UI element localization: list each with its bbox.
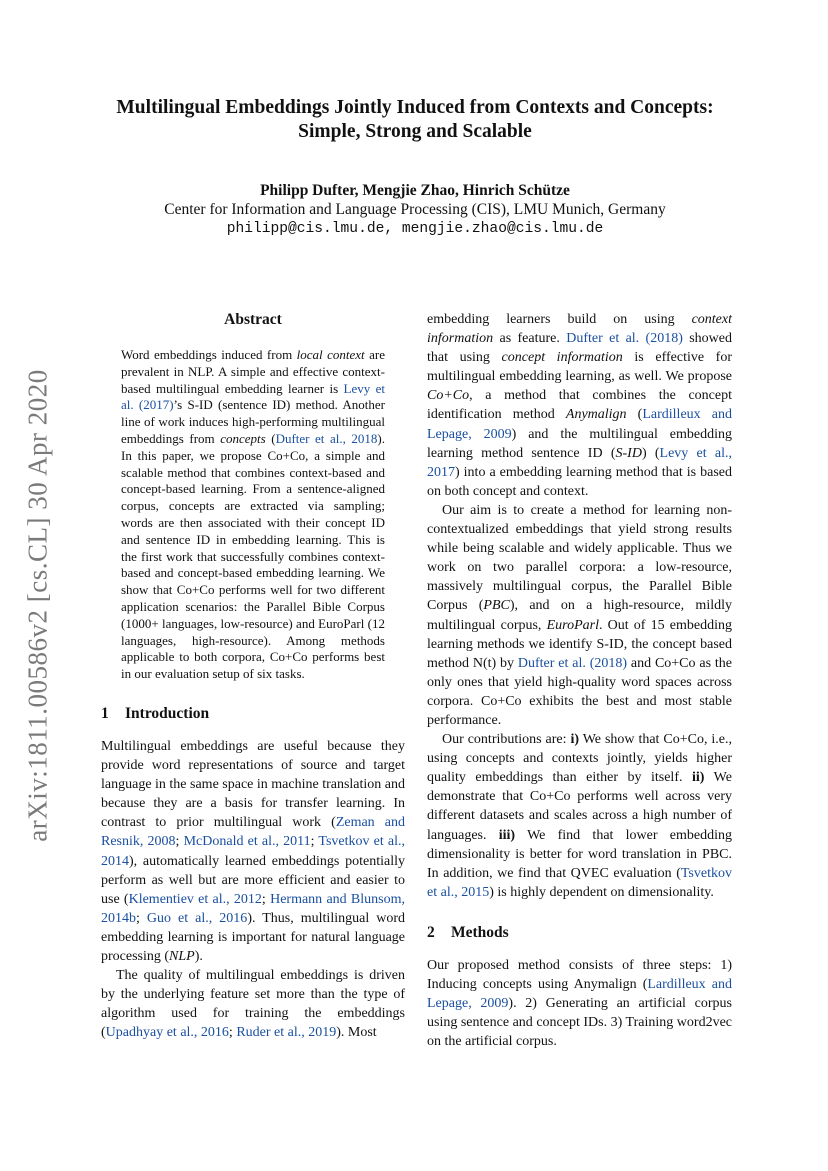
text-run: ), automatically learned embeddings potentially perform as well but are more efficient and easier to use (	[101, 853, 405, 907]
citation-link[interactable]: Zeman and Resnik, 2008	[101, 815, 405, 850]
author-list: Philipp Dufter, Mengjie Zhao, Hinrich Schütze	[260, 182, 570, 199]
text-run: ) into a embedding learning method that is based on both concept and context.	[427, 464, 732, 499]
citation-link[interactable]: Ruder et al., 2019	[236, 1025, 337, 1041]
author-emails: philipp@cis.lmu.de, mengjie.zhao@cis.lmu.de	[226, 221, 604, 237]
citation-link[interactable]: Levy et al. (2017)	[121, 380, 385, 413]
paper-title: Multilingual Embeddings Jointly Induced from Contexts and Concepts: Simple, Strong and Scalable	[116, 97, 714, 142]
text-run: The quality of multilingual embeddings is driven by the underlying feature set more than the type of algorithm used for training the embeddings (	[101, 968, 405, 1041]
citation-link[interactable]: Hermann and Blunsom, 2014b	[101, 891, 405, 926]
section-number: 1	[101, 704, 109, 722]
text-run: ;	[136, 910, 147, 926]
right-column	[427, 310, 732, 1051]
citation-link[interactable]: Upadhyay et al., 2016	[105, 1025, 229, 1041]
citation-link[interactable]: Dufter et al., 2018	[275, 430, 378, 446]
text-run: Our aim is to create a method for learning non-contextualized embeddings that yield strong results while being scalable and widely applicable. Thus we work on two parallel corpora: a low-resource, massively multilingual corpus, the Parallel Bible Corpus (	[427, 502, 732, 614]
abstract-heading: Abstract	[224, 311, 282, 328]
citation-link[interactable]: Levy et al., 2017	[427, 445, 732, 480]
citation-link[interactable]: Tsvetkov et al., 2014	[101, 834, 405, 869]
text-run: ) and the multilingual embedding learning method sentence ID (	[427, 426, 732, 461]
citation-link[interactable]: Tsvetkov et al., 2015	[427, 865, 732, 900]
left-column	[101, 310, 405, 1042]
section-heading-methods	[427, 923, 732, 943]
text-run: showed that using	[427, 331, 732, 366]
contributions-paragraph	[427, 730, 732, 902]
text-run: . Out of 15 embedding learning methods we identify S-ID, the concept based method N(t) by	[427, 617, 732, 671]
text-emph: PBC	[483, 598, 510, 614]
text-emph: context information	[427, 312, 732, 347]
text-run: Our proposed method consists of three steps: 1) Inducing concepts using Anymalign (	[427, 957, 732, 992]
citation-link[interactable]: Lardilleux and Lepage, 2009	[427, 977, 732, 1012]
text-run: ) (	[641, 445, 660, 461]
text-run: ).	[194, 948, 203, 964]
text-emph: EuroParl	[546, 617, 599, 633]
abstract-emph: local context	[296, 347, 365, 362]
affiliation: Center for Information and Language Processing (CIS), LMU Munich, Germany	[164, 201, 666, 218]
text-run: ), and on a high-resource, mildly multilingual corpus,	[427, 598, 732, 633]
text-emph: NLP	[169, 948, 195, 964]
section-heading-introduction	[101, 704, 405, 724]
citation-link[interactable]: McDonald et al., 2011	[183, 834, 311, 850]
text-run: is effective for multilingual embedding learning, as well. We propose	[427, 350, 732, 385]
intro-paragraph-2	[101, 966, 405, 1042]
text-run: ;	[310, 834, 319, 850]
methods-paragraph-1	[427, 956, 732, 1051]
text-run: ;	[261, 891, 271, 907]
contribution-marker: ii)	[691, 770, 705, 786]
citation-link[interactable]: Guo et al., 2016	[146, 910, 248, 926]
section-title: Methods	[451, 923, 509, 941]
abstract-text	[121, 347, 385, 683]
text-run: ). Most	[336, 1025, 377, 1041]
intro-paragraph-3	[427, 310, 732, 501]
text-run: Our contributions are:	[442, 732, 571, 748]
abstract-text-run: (	[265, 430, 276, 446]
abstract-text-run: ). In this paper, we propose Co+Co, a simple and scalable method that combines context-based and concept-based learning. From a sentence-aligned corpus, concepts are extracted via sampling; words are then associated with their concept ID and sentence ID in embedding learning. This is the first work that successfully combines context-based and concept-based embedding learning. We show that Co+Co performs well for two different application scenarios: the Parallel Bible Corpus (1000+ languages, low-resource) and EuroParl (12 languages, high-resource). Among methods applicable to both corpora, Co+Co performs best in our evaluation setup of six tasks.	[121, 430, 385, 682]
abstract-text-run: Word embeddings induced from	[121, 347, 297, 362]
abstract-emph: concepts	[220, 430, 266, 446]
text-run: We demonstrate that Co+Co performs well across very different datasets and scales across a high number of languages.	[427, 770, 732, 843]
text-emph: Co+Co	[427, 388, 470, 404]
citation-link[interactable]: Klementiev et al., 2012	[128, 891, 262, 907]
text-emph: Anymalign	[565, 407, 627, 423]
text-run: , a method that combines the concept identification method	[427, 388, 732, 423]
text-run: ) is highly dependent on dimensionality.	[489, 884, 714, 900]
section-title: Introduction	[125, 704, 210, 722]
text-run: (	[626, 407, 643, 423]
abstract-text-run: are prevalent in NLP. A simple and effective context-based multilingual embedding learner is	[121, 347, 386, 396]
text-run: ;	[228, 1025, 237, 1041]
text-emph: concept information	[501, 350, 623, 366]
text-run: ). 2) Generating an artificial corpus using sentence and concept IDs. 3) Training word2vec on the artificial corpus.	[427, 996, 732, 1050]
contribution-marker: iii)	[498, 827, 516, 843]
citation-link[interactable]: Dufter et al. (2018)	[566, 331, 683, 347]
intro-paragraph-1	[101, 737, 405, 966]
arxiv-side-stamp	[18, 365, 58, 845]
section-number: 2	[427, 923, 435, 941]
text-run: Multilingual embeddings are useful because they provide word representations of source and target language in the same space in machine translation and because they are a basis for transfer learning. In contrast to prior multilingual work (	[101, 738, 406, 831]
intro-paragraph-4	[427, 501, 732, 730]
text-run: and Co+Co as the only ones that yield high-quality word spaces across corpora. Co+Co exhibits the best and most stable performance.	[427, 655, 732, 728]
text-run: We show that Co+Co, i.e., using concepts and contexts jointly, yields higher quality embeddings than either by itself.	[427, 732, 732, 786]
text-run: embedding learners build on using	[427, 312, 692, 327]
abstract-text-run: ’s S-ID (sentence ID) method. Another line of work induces high-performing multilingual embeddings from	[121, 397, 385, 446]
text-run: We find that lower embedding dimensionality is better for word translation in PBC. In addition, we find that QVEC evaluation (	[427, 827, 732, 881]
citation-link[interactable]: Lardilleux and Lepage, 2009	[427, 407, 732, 442]
text-emph: S-ID	[615, 445, 642, 461]
text-run: as feature.	[493, 331, 567, 347]
citation-link[interactable]: Dufter et al. (2018)	[517, 655, 628, 671]
text-run: ). Thus, multilingual word embedding learning is important for natural language processing (	[101, 910, 406, 964]
text-run: ;	[175, 834, 184, 850]
arxiv-identifier: arXiv:1811.00586v2 [cs.CL] 30 Apr 2020	[22, 368, 53, 842]
contribution-marker: i)	[570, 732, 580, 748]
